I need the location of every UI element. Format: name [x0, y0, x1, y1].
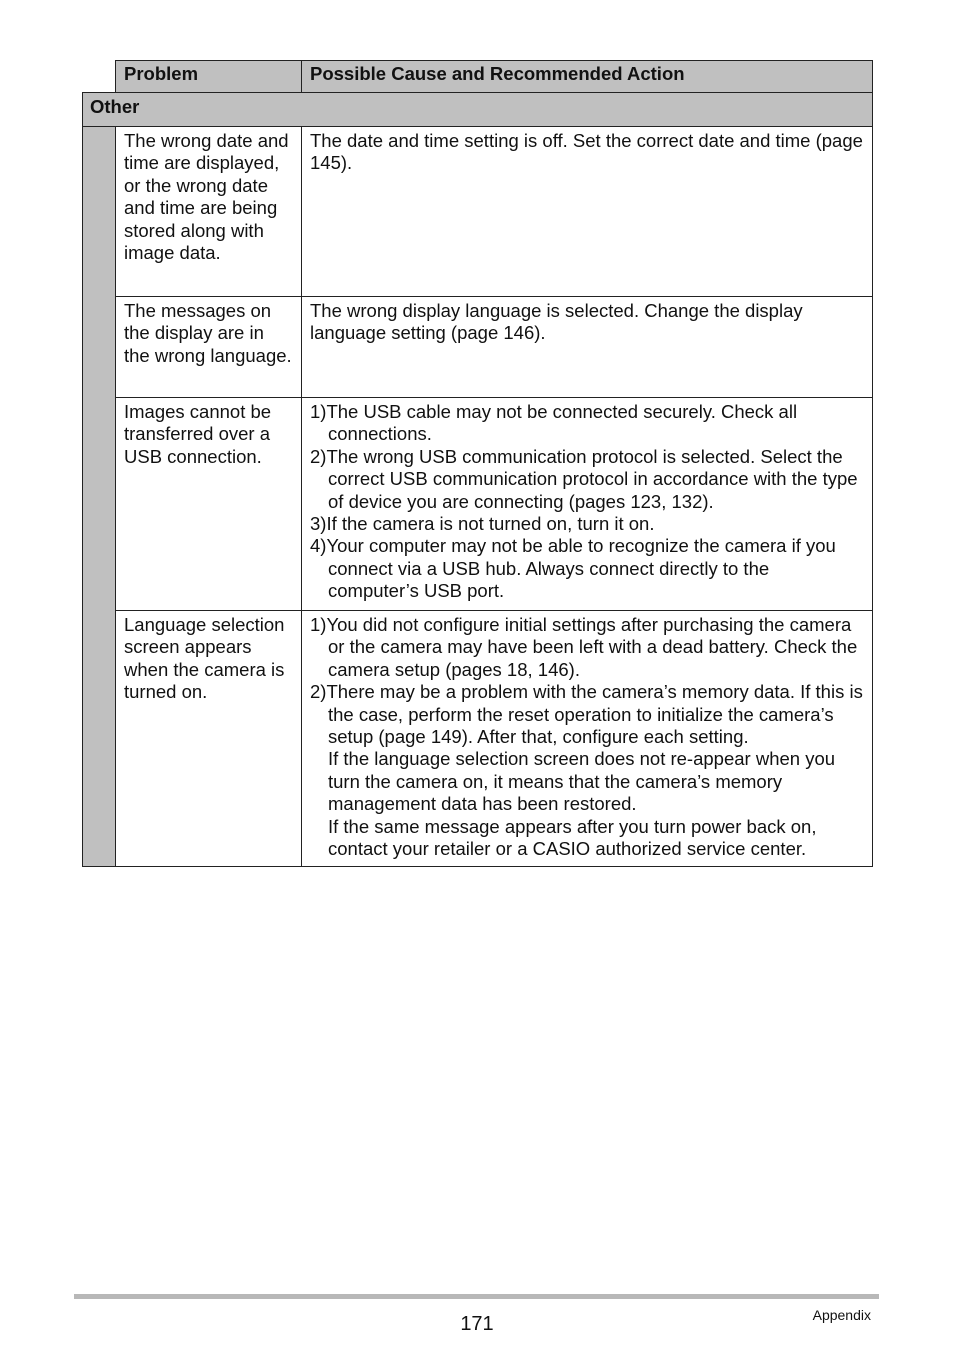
table-row: [83, 398, 873, 611]
action-cell: [302, 398, 873, 611]
category-row: [83, 93, 873, 127]
category-label: Other: [83, 93, 873, 127]
action-step-note: If the same message appears after you turn power back on, contact your retailer or a CASIO authorized service center.: [328, 815, 817, 860]
table-row: [83, 611, 873, 867]
troubleshooting-table: [82, 60, 873, 867]
action-step-text: 2)There may be a problem with the camera’s memory data. If this is the case, perform the reset operation to initialize the camera’s setup (page 149). After that, configure each setting.: [310, 681, 863, 748]
section-label: Appendix: [812, 1307, 871, 1323]
action-cell: [302, 611, 873, 867]
action-step: 1)The USB cable may not be connected securely. Check all connections.: [310, 401, 798, 445]
footer-rule: [74, 1294, 879, 1299]
action-steps: [310, 401, 864, 603]
action-steps: [310, 614, 864, 860]
table-header-row: [83, 61, 873, 93]
category-side-bar: [83, 127, 116, 867]
problem-cell: The wrong date and time are displayed, or the wrong date and time are being stored along with image data.: [116, 127, 302, 297]
action-step: [310, 681, 864, 860]
action-step: 1)You did not configure initial settings after purchasing the camera or the camera may have been left with a dead battery. Check the camera setup (pages 18, 146).: [310, 614, 858, 680]
table-row: [83, 127, 873, 297]
action-cell: The wrong display language is selected. Change the display language setting (page 146).: [302, 297, 873, 398]
table-row: [83, 297, 873, 398]
problem-cell: Images cannot be transferred over a USB connection.: [116, 398, 302, 611]
header-spacer: [83, 61, 116, 93]
action-cell: The date and time setting is off. Set the correct date and time (page 145).: [302, 127, 873, 297]
page-number: 171: [460, 1313, 494, 1335]
problem-cell: Language selection screen appears when the camera is turned on.: [116, 611, 302, 867]
action-step: 2)The wrong USB communication protocol is selected. Select the correct USB communication protocol in accordance with the type of device you are connecting (pages 123, 132).: [310, 445, 858, 512]
action-step: 3)If the camera is not turned on, turn it on.: [310, 513, 655, 535]
header-action: Possible Cause and Recommended Action: [302, 61, 873, 93]
problem-cell: The messages on the display are in the wrong language.: [116, 297, 302, 398]
header-problem: Problem: [116, 61, 302, 93]
action-step-note: If the language selection screen does not re-appear when you turn the camera on, it means that the camera’s memory management data has been restored.: [328, 748, 836, 815]
action-step: 4)Your computer may not be able to recognize the camera if you connect via a USB hub. Always connect directly to the computer’s USB port.: [310, 535, 836, 602]
